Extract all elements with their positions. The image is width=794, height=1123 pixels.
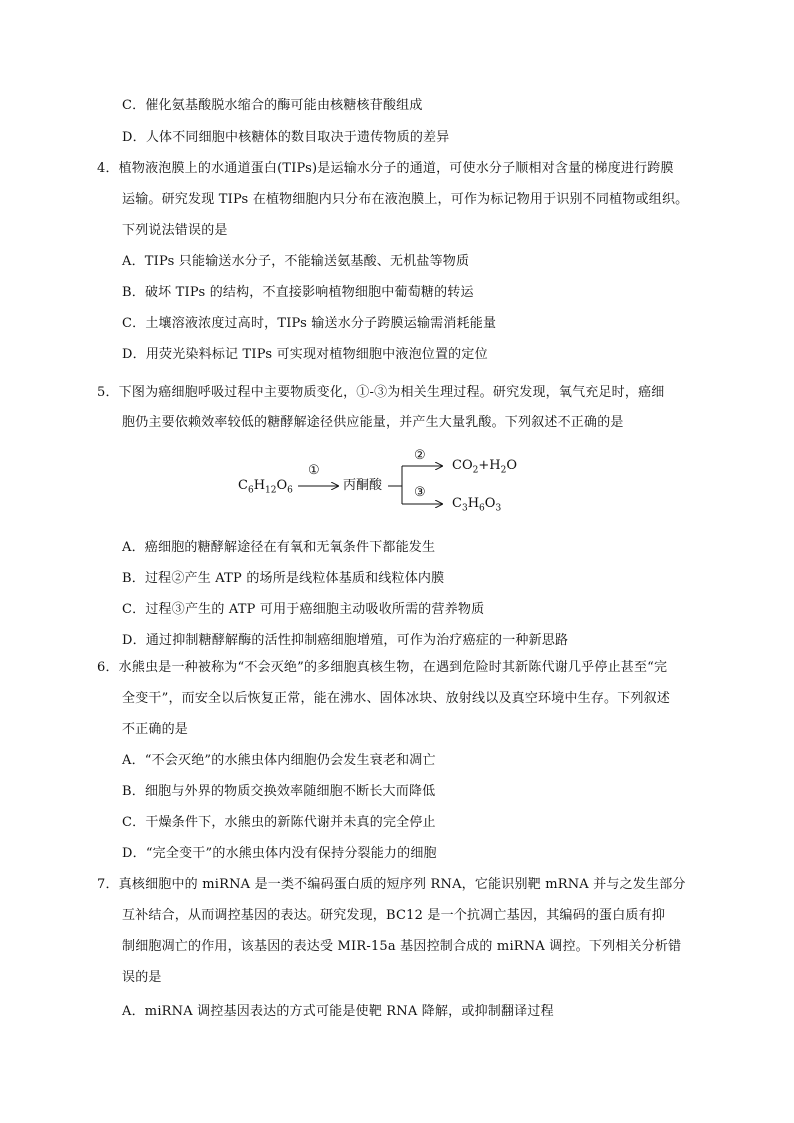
pyruvate-label: 丙酮酸 [343,478,383,493]
q3-option-d: D．人体不同细胞中核糖体的数目取决于遗传物质的差异 [122,130,450,145]
product2-formula: $CO_2+H_2O$ [452,458,517,476]
step3-label: ③ [414,485,426,500]
q4-stem-line1: 4．植物液泡膜上的水通道蛋白(TIPs)是运输水分子的通道，可使水分子顺相对含量的梯度进行跨膜 [97,161,674,176]
q5-option-d: D．通过抑制糖酵解酶的活性抑制癌细胞增殖，可作为治疗癌症的一种新思路 [122,633,569,648]
q5-option-a: A．癌细胞的糖酵解途径在有氧和无氧条件下都能发生 [122,540,436,555]
q4-option-d: D．用荧光染料标记 TIPs 可实现对植物细胞中液泡位置的定位 [122,347,488,362]
q7-stem-line3: 制细胞凋亡的作用，该基因的表达受 MIR-15a 基因控制合成的 miRNA 调控。下列相关分析错 [122,939,682,954]
q7-stem-line2: 互补结合，从而调控基因的表达。研究发现，BC12 是一个抗凋亡基因，其编码的蛋白质有抑 [122,908,666,923]
q5-option-b: B．过程②产生 ATP 的场所是线粒体基质和线粒体内膜 [122,571,445,586]
q6-stem-line3: 不正确的是 [122,722,189,737]
q6-stem-line1: 6．水熊虫是一种被称为“不会灭绝”的多细胞真核生物，在遇到危险时其新陈代谢几乎停止甚至“完 [97,660,668,675]
q5-stem-line1: 5．下图为癌细胞呼吸过程中主要物质变化，①-③为相关生理过程。研究发现，氧气充足时，癌细 [97,385,665,400]
q6-option-a: A．“不会灭绝”的水熊虫体内细胞仍会发生衰老和凋亡 [122,753,436,768]
q4-option-a: A．TIPs 只能输送水分子，不能输送氨基酸、无机盐等物质 [122,254,470,269]
q4-option-b: B．破坏 TIPs 的结构，不直接影响植物细胞中葡萄糖的转运 [122,285,474,300]
q6-option-c: C．干燥条件下，水熊虫的新陈代谢并未真的完全停止 [122,815,436,830]
q6-option-d: D．“完全变干”的水熊虫体内没有保持分裂能力的细胞 [122,846,437,861]
q7-stem-line4: 误的是 [122,970,162,985]
q7-stem-line1: 7．真核细胞中的 miRNA 是一类不编码蛋白质的短序列 RNA，它能识别靶 mRNA 并与之发生部分 [97,877,686,892]
q6-option-b: B．细胞与外界的物质交换效率随细胞不断长大而降低 [122,784,436,799]
q7-option-a: A．miRNA 调控基因表达的方式可能是使靶 RNA 降解，或抑制翻译过程 [122,1004,554,1019]
q5-stem-line2: 胞仍主要依赖效率较低的糖酵解途径供应能量，并产生大量乳酸。下列叙述不正确的是 [122,415,624,430]
q5-option-c: C．过程③产生的 ATP 可用于癌细胞主动吸收所需的营养物质 [122,602,485,617]
q3-option-c: C．催化氨基酸脱水缩合的酶可能由核糖核苷酸组成 [122,98,423,113]
step2-label: ② [414,448,426,463]
q6-stem-line2: 全变干”，而安全以后恢复正常，能在沸水、固体冰块、放射线以及真空环境中生存。下列叙述 [122,691,671,706]
respiration-pathway-diagram [230,448,530,518]
product3-formula: $C_3H_6O_3$ [452,496,502,514]
q4-stem-line3: 下列说法错误的是 [122,223,228,238]
q4-stem-line2: 运输。研究发现 TIPs 在植物细胞内只分布在液泡膜上，可作为标记物用于识别不同植物或组织。 [122,192,689,207]
step1-label: ① [308,463,320,478]
glucose-formula: $C_6H_{12}O_6$ [238,478,293,496]
q4-option-c: C．土壤溶液浓度过高时，TIPs 输送水分子跨膜运输需消耗能量 [122,316,497,331]
